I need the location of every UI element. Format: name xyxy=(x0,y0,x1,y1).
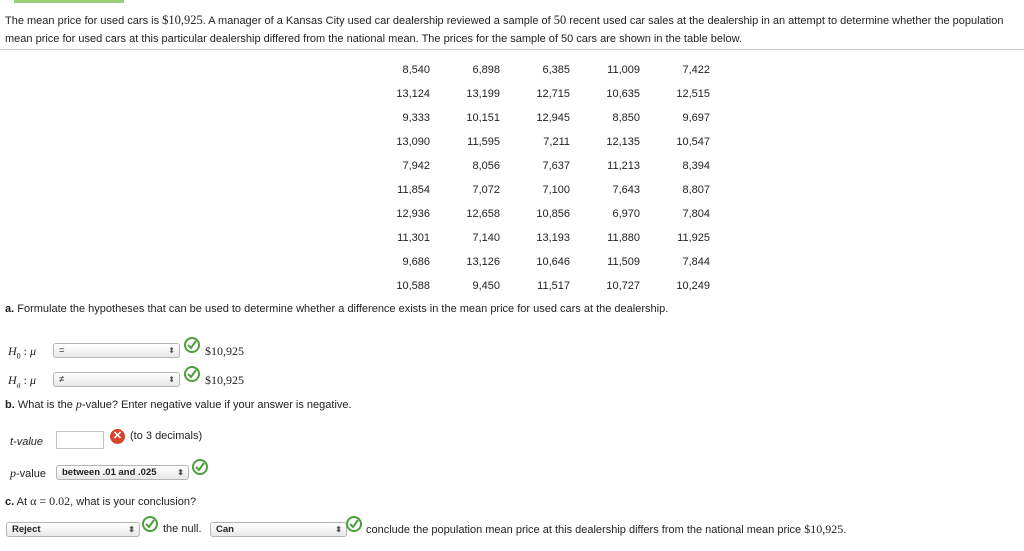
p-value-label: p-value xyxy=(10,466,46,480)
price-cell: 9,333 xyxy=(402,112,430,124)
price-cell: 13,126 xyxy=(466,256,500,268)
part-b-prompt: b. What is the p-value? Enter negative value if your answer is negative. xyxy=(5,397,352,411)
national-mean: $10,925 xyxy=(162,13,203,27)
price-cell: 7,422 xyxy=(682,64,710,76)
t-value-hint: (to 3 decimals) xyxy=(130,430,203,442)
price-cell: 13,090 xyxy=(396,136,430,148)
price-row xyxy=(360,250,710,274)
price-cell: 10,727 xyxy=(606,280,640,292)
price-cell: 11,213 xyxy=(607,160,640,172)
price-cell: 7,643 xyxy=(612,184,640,196)
price-cell: 9,686 xyxy=(402,256,430,268)
price-table xyxy=(360,58,710,298)
price-cell: 11,517 xyxy=(537,280,570,292)
price-row xyxy=(360,178,710,202)
price-cell: 9,697 xyxy=(682,112,710,124)
price-row xyxy=(360,58,710,82)
progress-accent-bar xyxy=(14,0,124,3)
price-cell: 12,135 xyxy=(606,136,640,148)
problem-intro: The mean price for used cars is $10,925. A manager of a Kansas City used car dealership reviewed a sample of 50 recent used car sales at the dealership in an attempt to determine whether the population mean price for used cars at this particular dealership differed from the national mean. The prices for the sample of 50 cars are shown in the table below. xyxy=(5,13,1004,45)
price-cell: 8,850 xyxy=(612,112,640,124)
price-row xyxy=(360,82,710,106)
price-cell: 7,804 xyxy=(682,208,710,220)
price-cell: 7,140 xyxy=(472,232,500,244)
price-cell: 6,385 xyxy=(542,64,570,76)
price-cell: 11,595 xyxy=(467,136,500,148)
price-cell: 12,715 xyxy=(536,88,570,100)
price-cell: 7,942 xyxy=(402,160,430,172)
price-cell: 10,646 xyxy=(536,256,570,268)
section-divider xyxy=(0,49,1024,50)
price-cell: 12,945 xyxy=(536,112,570,124)
price-cell: 6,970 xyxy=(612,208,640,220)
part-c-prompt: c. At α = 0.02, what is your conclusion? xyxy=(5,494,197,508)
price-cell: 11,880 xyxy=(607,232,640,244)
price-cell: 13,124 xyxy=(396,88,430,100)
can-correct-icon xyxy=(346,516,362,532)
price-cell: 9,450 xyxy=(472,280,500,292)
ha-correct-icon xyxy=(184,366,200,382)
h0-correct-icon xyxy=(184,337,200,353)
decision-select[interactable]: Reject ⬍ xyxy=(6,522,140,537)
sample-size: 50 xyxy=(553,13,567,27)
price-cell: 10,588 xyxy=(396,280,430,292)
incorrect-icon: ✕ xyxy=(110,429,125,444)
ha-operator-select[interactable]: ≠ ⬍ xyxy=(53,372,180,387)
price-cell: 10,856 xyxy=(536,208,570,220)
price-row xyxy=(360,202,710,226)
t-value-label: t-value xyxy=(10,436,44,448)
price-row xyxy=(360,130,710,154)
part-a-prompt: a. Formulate the hypotheses that can be used to determine whether a difference exists in the mean price for used cars at the dealership. xyxy=(5,303,669,315)
price-cell: 13,199 xyxy=(466,88,500,100)
price-cell: 7,637 xyxy=(542,160,570,172)
can-select[interactable]: Can ⬍ xyxy=(210,522,347,537)
price-cell: 10,547 xyxy=(676,136,710,148)
h0-operator-select[interactable]: = ⬍ xyxy=(53,343,180,358)
price-cell: 12,936 xyxy=(396,208,430,220)
price-cell: 10,249 xyxy=(676,280,710,292)
price-cell: 6,898 xyxy=(472,64,500,76)
price-cell: 8,807 xyxy=(682,184,710,196)
price-cell: 11,301 xyxy=(397,232,430,244)
price-row xyxy=(360,274,710,298)
p-value-correct-icon xyxy=(192,459,208,475)
price-cell: 7,100 xyxy=(542,184,570,196)
h0-label: $H_0$ : μ xyxy=(8,344,37,361)
conclusion-text: conclude the population mean price at this dealership differs from the national mean price $10,925. xyxy=(366,522,847,536)
price-row xyxy=(360,226,710,250)
the-null-text: the null. xyxy=(163,523,202,535)
price-cell: 8,394 xyxy=(682,160,710,172)
price-cell: 7,211 xyxy=(543,136,570,148)
price-cell: 11,509 xyxy=(607,256,640,268)
h0-value: $10,925 xyxy=(205,344,244,358)
ha-label: $H_a$ : μ xyxy=(8,373,37,390)
price-cell: 11,854 xyxy=(397,184,430,196)
price-cell: 11,009 xyxy=(607,64,640,76)
price-cell: 10,635 xyxy=(606,88,640,100)
price-row xyxy=(360,154,710,178)
price-row xyxy=(360,106,710,130)
decision-correct-icon xyxy=(142,516,158,532)
price-cell: 11,925 xyxy=(677,232,710,244)
price-cell: 7,072 xyxy=(472,184,500,196)
price-cell: 8,056 xyxy=(472,160,500,172)
price-cell: 13,193 xyxy=(536,232,570,244)
ha-value: $10,925 xyxy=(205,373,244,387)
price-cell: 7,844 xyxy=(682,256,710,268)
t-value-input[interactable] xyxy=(56,431,104,449)
price-cell: 8,540 xyxy=(402,64,430,76)
price-cell: 12,658 xyxy=(466,208,500,220)
price-cell: 10,151 xyxy=(466,112,500,124)
price-cell: 12,515 xyxy=(676,88,710,100)
p-value-select[interactable]: between .01 and .025 ⬍ xyxy=(56,465,189,480)
